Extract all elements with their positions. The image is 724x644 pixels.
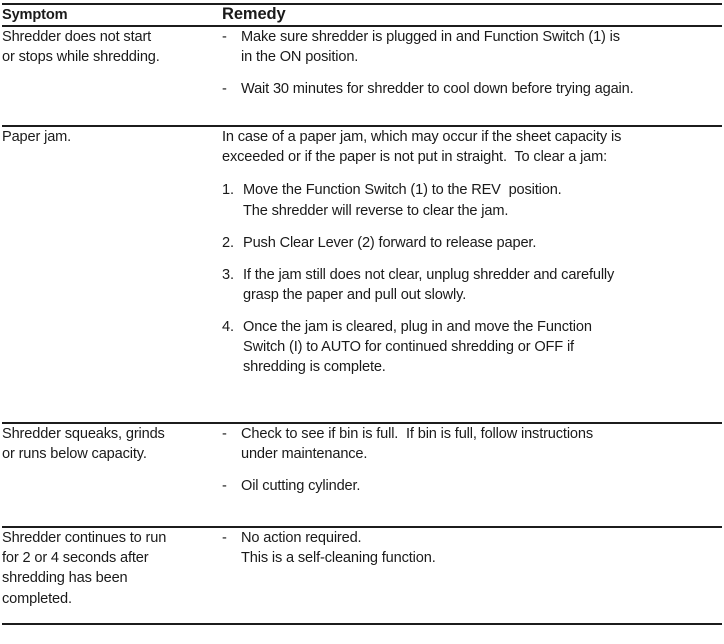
dash-bullet-icon: - xyxy=(222,426,227,443)
remedy-item-text xyxy=(243,317,722,377)
remedy-item-line: grasp the paper and pull out slowly. xyxy=(243,286,467,303)
table-row xyxy=(2,423,722,527)
remedy-item-line: Make sure shredder is plugged in and Function Switch (1) is xyxy=(241,29,620,46)
table-body xyxy=(2,26,722,624)
remedy-item-text xyxy=(241,27,722,67)
remedy-item-line: under maintenance. xyxy=(241,446,368,463)
remedy-item-text xyxy=(241,476,722,496)
remedy-list-item xyxy=(222,476,722,496)
dash-bullet-icon: - xyxy=(222,478,227,495)
remedy-item-line: If the jam still does not clear, unplug shredder and carefully xyxy=(243,266,615,283)
remedy-cell xyxy=(222,26,722,126)
remedy-cell xyxy=(222,126,722,423)
remedy-item-line: Oil cutting cylinder. xyxy=(241,478,361,495)
table-row xyxy=(2,26,722,126)
remedy-list-item xyxy=(222,180,722,220)
remedy-item-line: Check to see if bin is full. If bin is full, follow instructions xyxy=(241,426,594,443)
list-number-marker: 2. xyxy=(222,234,234,251)
remedy-cell xyxy=(222,527,722,624)
symptom-line: Shredder does not start xyxy=(2,29,152,46)
remedy-item-line: Switch (I) to AUTO for continued shredding or OFF if xyxy=(243,339,574,356)
column-header-symptom: Symptom xyxy=(2,4,222,26)
remedy-item-line: Wait 30 minutes for shredder to cool down before trying again. xyxy=(241,81,634,98)
remedy-item-text xyxy=(243,265,722,305)
remedy-item-line: This is a self-cleaning function. xyxy=(241,550,436,567)
remedy-list-item xyxy=(222,424,722,464)
list-number-marker: 3. xyxy=(222,266,234,283)
table-row xyxy=(2,126,722,423)
remedy-item-line: No action required. xyxy=(241,530,362,547)
list-number-marker: 4. xyxy=(222,319,234,335)
remedy-cell xyxy=(222,423,722,527)
dash-bullet-icon: - xyxy=(222,81,227,98)
remedy-item-line: in the ON position. xyxy=(241,49,359,66)
troubleshooting-table xyxy=(2,3,722,625)
symptom-cell xyxy=(2,26,222,126)
column-header-remedy: Remedy xyxy=(222,4,722,26)
remedy-list-item xyxy=(222,233,722,253)
remedy-dash-list xyxy=(222,528,722,568)
symptom-line: completed. xyxy=(2,590,72,607)
remedy-list-item xyxy=(222,265,722,305)
table-header xyxy=(2,4,722,26)
remedy-item-line: Move the Function Switch (1) to the REV position. xyxy=(243,182,562,199)
remedy-item-text xyxy=(241,528,722,568)
remedy-item-line: The shredder will reverse to clear the jam. xyxy=(243,202,509,219)
remedy-item-text xyxy=(243,180,722,220)
remedy-item-line: Once the jam is cleared, plug in and move the Function xyxy=(243,319,592,335)
remedy-dash-list xyxy=(222,424,722,496)
remedy-list-item xyxy=(222,528,722,568)
remedy-numbered-list xyxy=(222,180,722,377)
table-row xyxy=(2,527,722,624)
symptom-line: Shredder continues to run xyxy=(2,530,167,547)
remedy-list-item xyxy=(222,317,722,377)
symptom-cell xyxy=(2,126,222,423)
remedy-item-text xyxy=(241,79,722,99)
remedy-dash-list xyxy=(222,27,722,99)
remedy-item-text xyxy=(243,233,722,253)
symptom-line: for 2 or 4 seconds after xyxy=(2,550,149,567)
remedy-item-text xyxy=(241,424,722,464)
symptom-cell xyxy=(2,423,222,527)
remedy-intro-line: exceeded or if the paper is not put in straight. To clear a jam: xyxy=(222,149,608,166)
symptom-cell xyxy=(2,527,222,624)
remedy-list-item xyxy=(222,27,722,67)
dash-bullet-icon: - xyxy=(222,29,227,46)
symptom-line: Paper jam. xyxy=(2,129,72,146)
symptom-line: shredding has been xyxy=(2,570,128,587)
dash-bullet-icon: - xyxy=(222,530,227,547)
symptom-line: Shredder squeaks, grinds xyxy=(2,426,165,443)
remedy-item-line: shredding is complete. xyxy=(243,359,386,376)
remedy-item-line: Push Clear Lever (2) forward to release paper. xyxy=(243,234,537,251)
list-number-marker: 1. xyxy=(222,182,234,199)
troubleshooting-page xyxy=(0,3,724,644)
symptom-line: or stops while shredding. xyxy=(2,49,160,66)
remedy-intro-line: In case of a paper jam, which may occur if the sheet capacity is xyxy=(222,129,622,146)
header-row xyxy=(2,4,722,26)
remedy-list-item xyxy=(222,79,722,99)
remedy-intro-paragraph xyxy=(222,127,722,167)
symptom-line: or runs below capacity. xyxy=(2,446,147,463)
